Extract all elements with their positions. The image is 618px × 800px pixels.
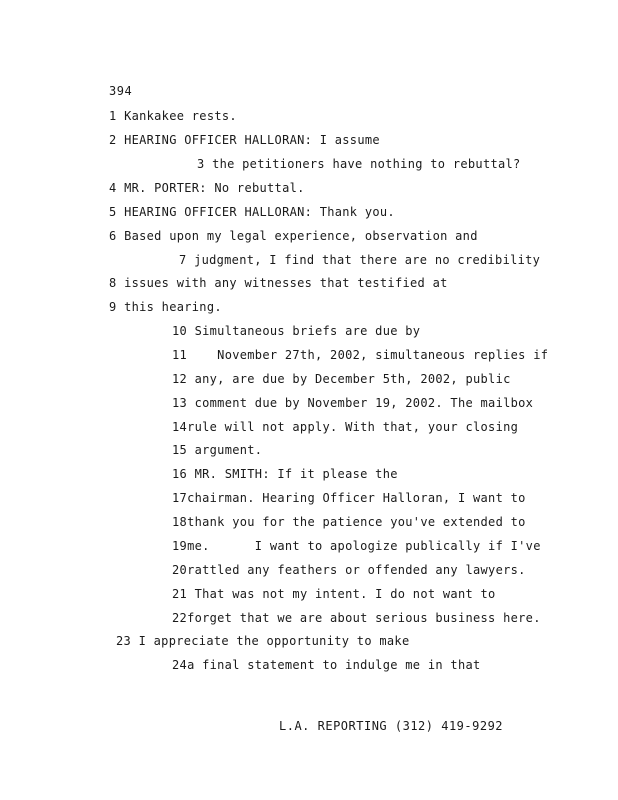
line-text: HEARING OFFICER HALLORAN: I assume	[124, 133, 380, 147]
line-number: 20	[172, 563, 188, 577]
transcript-line-17	[172, 491, 526, 505]
line-text: rule will not apply. With that, your closing	[187, 420, 519, 434]
line-number: 24	[172, 658, 188, 672]
transcript-line-19	[172, 539, 541, 553]
line-text: rattled any feathers or offended any lawyers.	[187, 563, 526, 577]
line-number: 4	[109, 181, 117, 195]
line-text: thank you for the patience you've extended to	[187, 515, 526, 529]
line-text: issues with any witnesses that testified at	[124, 276, 448, 290]
transcript-line-1	[109, 109, 237, 123]
line-number: 5	[109, 205, 117, 219]
line-text: argument.	[194, 443, 263, 457]
line-text: November 27th, 2002, simultaneous replies if	[217, 348, 549, 362]
line-number: 15	[172, 443, 188, 457]
line-number: 7	[179, 253, 187, 267]
line-number: 1	[109, 109, 117, 123]
transcript-line-15	[172, 443, 262, 457]
line-text: a final statement to indulge me in that	[187, 658, 481, 672]
transcript-line-11	[172, 348, 548, 362]
transcript-line-14	[172, 420, 518, 434]
line-number: 22	[172, 611, 188, 625]
transcript-line-9	[109, 300, 222, 314]
line-number: 16	[172, 467, 188, 481]
line-number: 10	[172, 324, 188, 338]
transcript-line-20	[172, 563, 526, 577]
line-text: That was not my intent. I do not want to	[194, 587, 496, 601]
transcript-line-4	[109, 181, 305, 195]
line-text: Kankakee rests.	[124, 109, 237, 123]
transcript-line-13	[172, 396, 533, 410]
transcript-line-10	[172, 324, 420, 338]
transcript-line-5	[109, 205, 395, 219]
line-text: Based upon my legal experience, observation and	[124, 229, 478, 243]
transcript-line-12	[172, 372, 511, 386]
line-text: judgment, I find that there are no credibility	[194, 253, 541, 267]
line-text: any, are due by December 5th, 2002, public	[194, 372, 511, 386]
line-number: 19	[172, 539, 188, 553]
line-number: 14	[172, 420, 188, 434]
line-number: 8	[109, 276, 117, 290]
line-text: comment due by November 19, 2002. The mailbox	[194, 396, 534, 410]
line-number: 13	[172, 396, 188, 410]
line-number: 23	[116, 634, 132, 648]
line-number: 11	[172, 348, 188, 362]
line-number: 3	[197, 157, 205, 171]
line-number: 2	[109, 133, 117, 147]
line-number: 17	[172, 491, 188, 505]
transcript-line-22	[172, 611, 541, 625]
transcript-line-6	[109, 229, 478, 243]
line-text: the petitioners have nothing to rebuttal?	[212, 157, 521, 171]
page-number: 394	[109, 84, 133, 98]
transcript-line-24	[172, 658, 481, 672]
transcript-line-2	[109, 133, 380, 147]
line-number: 12	[172, 372, 188, 386]
line-number: 21	[172, 587, 188, 601]
transcript-line-16	[172, 467, 398, 481]
line-number: 18	[172, 515, 188, 529]
line-text: MR. SMITH: If it please the	[194, 467, 398, 481]
transcript-line-3	[197, 157, 521, 171]
transcript-line-21	[172, 587, 496, 601]
transcript-line-18	[172, 515, 526, 529]
line-text: chairman. Hearing Officer Halloran, I want to	[187, 491, 526, 505]
reporter-footer: L.A. REPORTING (312) 419-9292	[279, 719, 504, 733]
line-text: Simultaneous briefs are due by	[194, 324, 421, 338]
line-text: HEARING OFFICER HALLORAN: Thank you.	[124, 205, 395, 219]
transcript-line-8	[109, 276, 448, 290]
line-text: MR. PORTER: No rebuttal.	[124, 181, 305, 195]
transcript-line-23	[116, 634, 409, 648]
line-text: I appreciate the opportunity to make	[138, 634, 410, 648]
line-text: forget that we are about serious business here.	[187, 611, 541, 625]
transcript-line-7	[179, 253, 540, 267]
line-text: this hearing.	[124, 300, 222, 314]
line-number: 9	[109, 300, 117, 314]
line-text: me. I want to apologize publically if I've	[187, 539, 541, 553]
line-number: 6	[109, 229, 117, 243]
